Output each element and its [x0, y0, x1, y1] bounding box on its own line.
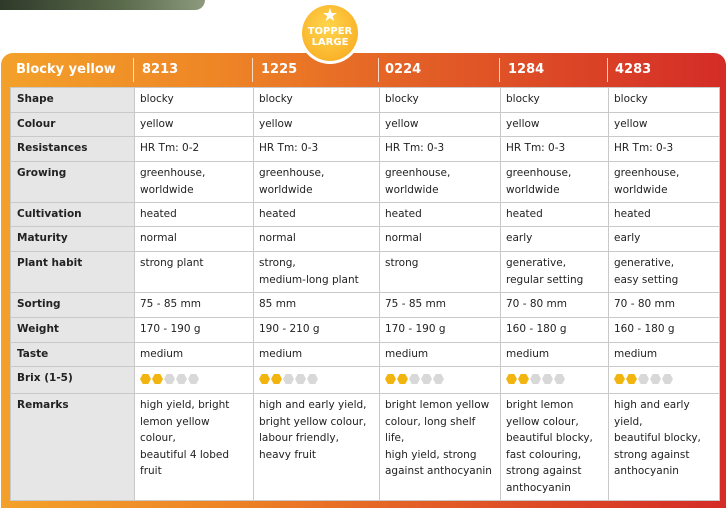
table-cell: blocky [380, 88, 501, 113]
row-label: Taste [11, 343, 135, 367]
variety-header-8213: 8213 [142, 62, 179, 77]
table-cell: early [609, 227, 720, 252]
variety-table [10, 87, 720, 501]
table-cell [254, 252, 380, 293]
brix-empty-icon [530, 374, 541, 385]
brix-empty-icon [295, 374, 306, 385]
table-cell: blocky [135, 88, 254, 113]
row-label: Colour [11, 113, 135, 137]
badge-disc [302, 5, 358, 61]
brix-filled-icon [614, 374, 625, 385]
table-cell: heated [254, 203, 380, 227]
table-cell: normal [380, 227, 501, 252]
cell-line: fast colouring, [506, 448, 582, 461]
cell-line: worldwide [506, 183, 560, 196]
cell-line: labour friendly, [259, 432, 339, 444]
brix-empty-icon [409, 374, 420, 385]
table-cell [609, 162, 720, 203]
brix-empty-icon [164, 374, 175, 385]
brix-empty-icon [542, 374, 553, 385]
badge-text [302, 26, 358, 48]
variety-table-card [1, 53, 726, 508]
table-row-shape [11, 88, 720, 113]
cell-line: high yield, bright [140, 399, 230, 411]
table-cell [135, 162, 254, 203]
cell-line: fruit [140, 465, 162, 477]
brix-filled-icon [140, 374, 151, 385]
cell-line: anthocyanin [506, 481, 571, 494]
row-label: Brix (1-5) [11, 367, 135, 394]
row-label: Cultivation [11, 203, 135, 227]
variety-header-0224: 0224 [385, 62, 422, 77]
table-cell [609, 252, 720, 293]
table-cell: medium [135, 343, 254, 367]
brix-filled-icon [271, 374, 282, 385]
table-title: Blocky yellow [16, 62, 116, 77]
brix-empty-icon [176, 374, 187, 385]
cell-line: anthocyanin [614, 465, 679, 477]
row-label: Sorting [11, 293, 135, 318]
header-divider [378, 58, 379, 82]
table-row-growing [11, 162, 720, 203]
table-cell: medium [380, 343, 501, 367]
cell-line: bright lemon yellow [385, 399, 490, 411]
topper-large-badge [299, 2, 361, 64]
cell-line: worldwide [259, 183, 313, 196]
cell-line: greenhouse, [259, 167, 325, 179]
brix-empty-icon [662, 374, 673, 385]
row-label: Remarks [11, 394, 135, 501]
brix-rating [380, 367, 501, 394]
cell-line: beautiful blocky, [506, 432, 593, 444]
badge-line2: LARGE [311, 37, 349, 48]
cell-line: high and early yield, [259, 399, 367, 411]
cell-line: bright yellow colour, [259, 415, 367, 428]
table-cell: heated [501, 203, 609, 227]
table-cell: heated [380, 203, 501, 227]
brix-filled-icon [397, 374, 408, 385]
brix-filled-icon [152, 374, 163, 385]
table-cell [501, 252, 609, 293]
cell-line: strong [385, 257, 419, 269]
cell-line: lemon yellow colour, [140, 415, 210, 444]
brix-filled-icon [259, 374, 270, 385]
table-cell [501, 394, 609, 501]
cell-line: high and early yield, [614, 399, 690, 428]
row-label: Plant habit [11, 252, 135, 293]
table-header [1, 53, 726, 87]
cell-line: generative, [506, 257, 567, 269]
table-cell: HR Tm: 0-3 [380, 137, 501, 162]
table-cell [135, 252, 254, 293]
cell-line: high yield, strong [385, 448, 477, 461]
row-label: Resistances [11, 137, 135, 162]
header-divider [499, 58, 500, 82]
header-divider [252, 58, 253, 82]
table-cell: 170 - 190 g [380, 318, 501, 343]
table-cell [380, 252, 501, 293]
table-cell: 160 - 180 g [501, 318, 609, 343]
table-cell [135, 394, 254, 501]
variety-header-4283: 4283 [615, 62, 652, 77]
table-cell: HR Tm: 0-2 [135, 137, 254, 162]
table-cell: 75 - 85 mm [135, 293, 254, 318]
brix-rating [135, 367, 254, 394]
table-cell: normal [135, 227, 254, 252]
cell-line: colour, long shelf life, [385, 415, 476, 444]
table-row-taste [11, 343, 720, 367]
cell-line: worldwide [614, 183, 668, 196]
table-cell: 85 mm [254, 293, 380, 318]
table-cell: yellow [254, 113, 380, 137]
table-cell: medium [609, 343, 720, 367]
table-cell: yellow [380, 113, 501, 137]
cell-line: strong, [259, 257, 296, 269]
table-cell: 70 - 80 mm [609, 293, 720, 318]
cell-line: regular setting [506, 273, 584, 286]
table-row-resistances [11, 137, 720, 162]
cell-line: greenhouse, [506, 167, 572, 179]
table-cell [254, 394, 380, 501]
cell-line: easy setting [614, 273, 679, 286]
brix-empty-icon [433, 374, 444, 385]
table-cell: yellow [501, 113, 609, 137]
table-cell: HR Tm: 0-3 [609, 137, 720, 162]
table-cell: blocky [254, 88, 380, 113]
brix-rating [254, 367, 380, 394]
table-cell: 170 - 190 g [135, 318, 254, 343]
table-cell: 160 - 180 g [609, 318, 720, 343]
table-cell: heated [609, 203, 720, 227]
table-cell: yellow [135, 113, 254, 137]
brix-filled-icon [518, 374, 529, 385]
cell-line: beautiful blocky, [614, 432, 701, 444]
cell-line: greenhouse, [385, 167, 451, 179]
table-cell: HR Tm: 0-3 [254, 137, 380, 162]
table-cell: blocky [609, 88, 720, 113]
cell-line: strong against [506, 465, 582, 477]
brix-filled-icon [385, 374, 396, 385]
table-cell: yellow [609, 113, 720, 137]
table-cell: 70 - 80 mm [501, 293, 609, 318]
table-cell [501, 162, 609, 203]
row-label: Weight [11, 318, 135, 343]
brix-empty-icon [307, 374, 318, 385]
table-row-sorting [11, 293, 720, 318]
table-cell: 190 - 210 g [254, 318, 380, 343]
brix-empty-icon [283, 374, 294, 385]
table-cell [254, 162, 380, 203]
variety-header-1225: 1225 [261, 62, 298, 77]
brix-empty-icon [421, 374, 432, 385]
row-label: Shape [11, 88, 135, 113]
cell-line: medium-long plant [259, 273, 359, 286]
table-row-maturity [11, 227, 720, 252]
table-row-plant-habit [11, 252, 720, 293]
row-label: Growing [11, 162, 135, 203]
table-cell [609, 394, 720, 501]
header-divider [607, 58, 608, 82]
table-cell: early [501, 227, 609, 252]
table-cell: heated [135, 203, 254, 227]
row-label: Maturity [11, 227, 135, 252]
brix-empty-icon [650, 374, 661, 385]
brix-rating [501, 367, 609, 394]
table-row-remarks [11, 394, 720, 501]
cell-line: greenhouse, [614, 167, 680, 179]
cell-line: heavy fruit [259, 448, 317, 461]
brix-empty-icon [554, 374, 565, 385]
cell-line: strong against [614, 448, 690, 461]
table-cell: normal [254, 227, 380, 252]
table-cell: medium [501, 343, 609, 367]
table-row-brix-1-5 [11, 367, 720, 394]
brix-filled-icon [506, 374, 517, 385]
cell-line: worldwide [140, 183, 194, 196]
cell-line: beautiful 4 lobed [140, 448, 230, 461]
badge-line1: TOPPER [307, 26, 353, 37]
table-cell: blocky [501, 88, 609, 113]
table-cell: HR Tm: 0-3 [501, 137, 609, 162]
table-cell [380, 162, 501, 203]
cell-line: yellow colour, [506, 415, 579, 428]
cell-line: worldwide [385, 183, 439, 196]
header-divider [133, 58, 134, 82]
table-row-cultivation [11, 203, 720, 227]
table-cell [380, 394, 501, 501]
product-photo [0, 0, 205, 10]
brix-empty-icon [188, 374, 199, 385]
cell-line: against anthocyanin [385, 465, 492, 477]
table-row-weight [11, 318, 720, 343]
cell-line: greenhouse, [140, 167, 206, 179]
cell-line: bright lemon [506, 399, 574, 411]
brix-empty-icon [638, 374, 649, 385]
star-icon: ★ [321, 5, 339, 26]
cell-line: strong plant [140, 257, 204, 269]
table-cell: 75 - 85 mm [380, 293, 501, 318]
variety-header-1284: 1284 [508, 62, 545, 77]
table-row-colour [11, 113, 720, 137]
cell-line: generative, [614, 257, 675, 269]
brix-filled-icon [626, 374, 637, 385]
table-cell: medium [254, 343, 380, 367]
brix-rating [609, 367, 720, 394]
